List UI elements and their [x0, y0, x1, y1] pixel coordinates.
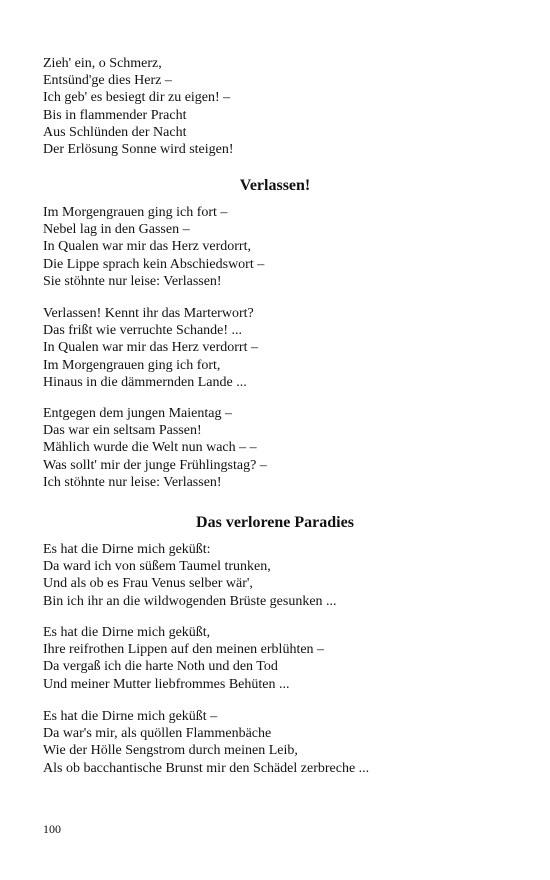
verse-line: Der Erlösung Sonne wird steigen!	[43, 142, 234, 158]
verse-line: Im Morgengrauen ging ich fort,	[43, 357, 221, 373]
verse-line: Und als ob es Frau Venus selber wär',	[43, 576, 253, 592]
verse-line: Entgegen dem jungen Maientag –	[43, 406, 232, 421]
verse-line: Mählich wurde die Welt nun wach – –	[43, 440, 257, 456]
verse-line: Da ward ich von süßem Taumel trunken,	[43, 559, 271, 575]
verse-line: Da vergaß ich die harte Noth und den Tod	[43, 659, 278, 675]
paradies-stanza-2	[43, 624, 513, 693]
verse-line: Das war ein seltsam Passen!	[43, 423, 202, 439]
verlassen-stanza-3	[43, 405, 513, 491]
verlassen-stanza-2	[43, 305, 513, 391]
page-number: 100	[43, 822, 61, 836]
verse-line: Bis in flammender Pracht	[43, 107, 187, 123]
opening-stanza	[43, 55, 513, 158]
verse-line: Die Lippe sprach kein Abschiedswort –	[43, 256, 265, 272]
paradies-stanza-1	[43, 541, 513, 610]
verse-line: In Qualen war mir das Herz verdorrt,	[43, 239, 251, 255]
verse-line: Ich stöhnte nur leise: Verlassen!	[43, 474, 222, 490]
verse-line: Entsünd'ge dies Herz –	[43, 73, 172, 89]
verse-line: Aus Schlünden der Nacht	[43, 124, 187, 140]
poem-title-paradies: Das verlorene Paradies	[196, 514, 354, 531]
verse-line: Es hat die Dirne mich geküßt –	[43, 709, 218, 724]
verse-line: Das frißt wie verruchte Schande! ...	[43, 323, 243, 339]
verse-line: In Qualen war mir das Herz verdorrt –	[43, 340, 258, 356]
verse-line: Nebel lag in den Gassen –	[43, 222, 190, 238]
paradies-stanza-3	[43, 708, 513, 777]
verse-line: Es hat die Dirne mich geküßt,	[43, 625, 211, 640]
verse-line: Ich geb' es besiegt dir zu eigen! –	[43, 90, 231, 106]
verse-line: Da war's mir, als quöllen Flammenbäche	[43, 726, 272, 742]
poem-title-verlassen: Verlassen!	[239, 177, 311, 194]
verse-line: Sie stöhnte nur leise: Verlassen!	[43, 273, 222, 289]
verse-line: Verlassen! Kennt ihr das Marterwort?	[43, 306, 254, 321]
verse-line: Was sollt' mir der junge Frühlingstag? –	[43, 457, 267, 473]
verse-line: Es hat die Dirne mich geküßt:	[43, 542, 211, 557]
verse-line: Und meiner Mutter liebfrommes Behüten ...	[43, 676, 290, 692]
verse-line: Als ob bacchantische Brunst mir den Schädel zerbreche ...	[43, 760, 370, 776]
verse-line: Zieh' ein, o Schmerz,	[43, 56, 162, 71]
verlassen-stanza-1	[43, 204, 513, 290]
verse-line: Im Morgengrauen ging ich fort –	[43, 205, 228, 220]
verse-line: Bin ich ihr an die wildwogenden Brüste gesunken ...	[43, 593, 337, 609]
verse-line: Wie der Hölle Sengstrom durch meinen Leib,	[43, 743, 298, 759]
verse-line: Hinaus in die dämmernden Lande ...	[43, 374, 247, 390]
verse-line: Ihre reifrothen Lippen auf den meinen erblühten –	[43, 642, 325, 658]
